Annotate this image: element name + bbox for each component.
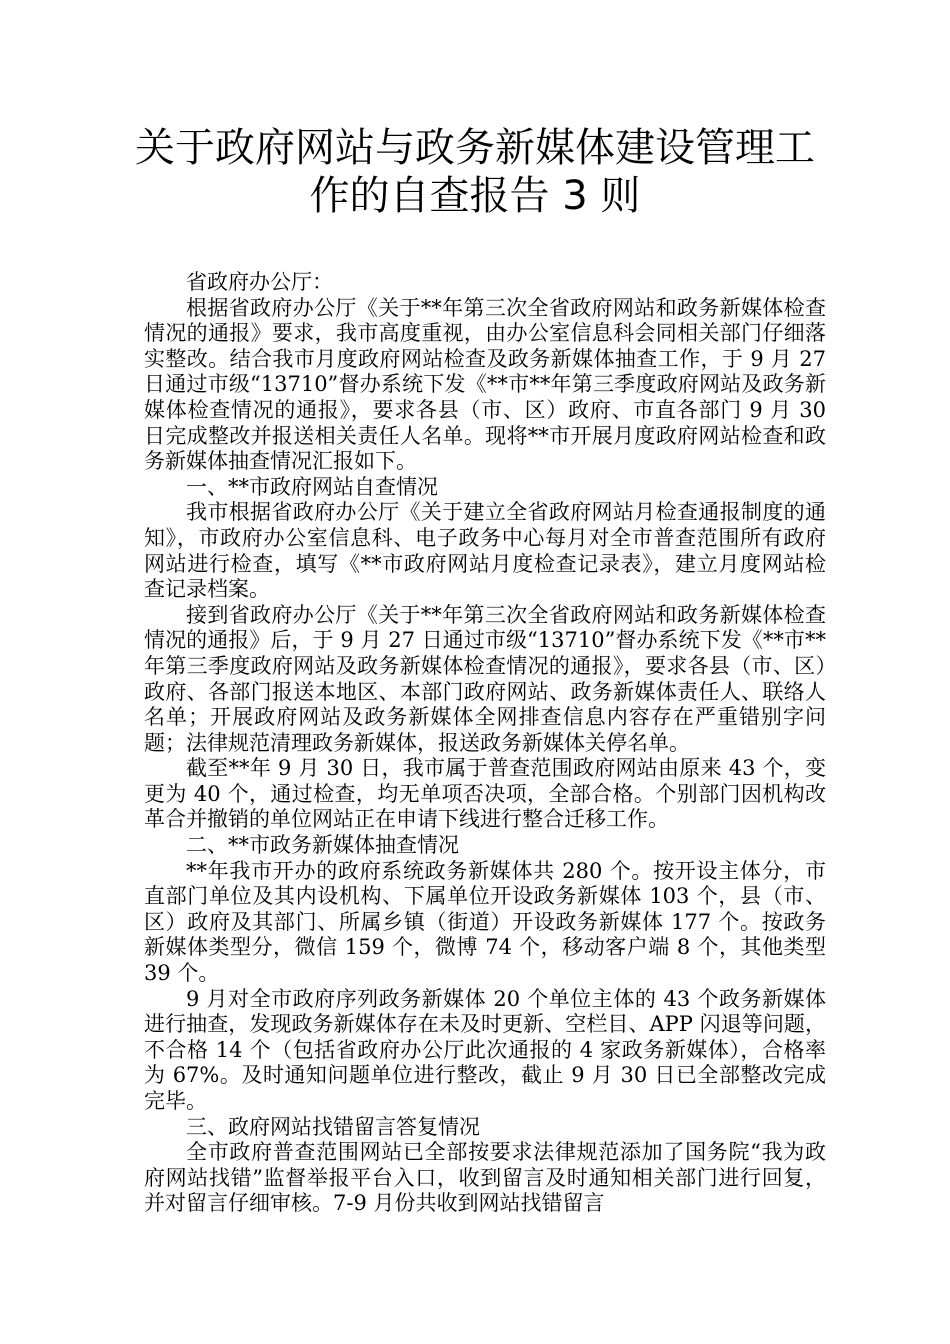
paragraph: **年我市开办的政府系统政务新媒体共 280 个。按开设主体分，市直部门单位及其内设机构、下属单位开设政务新媒体 103 个，县（市、区）政府及其部门、所属乡镇（街道）开设政务新媒体 177 个。按政务新媒体类型分，微信 159 个，微博 74 个，移动客户端 8 个，其他类型 39 个。 bbox=[144, 858, 826, 986]
document-body bbox=[144, 270, 826, 1217]
paragraph: 截至**年 9 月 30 日，我市属于普查范围政府网站由原来 43 个，变更为 40 个，通过检查，均无单项否决项，全部合格。个别部门因机构改革合并撤销的单位网站正在申请下线进行整合迁移工作。 bbox=[144, 756, 826, 832]
paragraph: 全市政府普查范围网站已全部按要求法律规范添加了国务院“我为政府网站找错”监督举报平台入口，收到留言及时通知相关部门进行回复，并对留言仔细审核。7-9 月份共收到网站找错留言 bbox=[144, 1140, 826, 1216]
section-heading-3: 三、政府网站找错留言答复情况 bbox=[186, 1114, 480, 1139]
title-line-2: 作的自查报告 3 则 bbox=[309, 173, 641, 219]
paragraph: 接到省政府办公厅《关于**年第三次全省政府网站和政务新媒体检查情况的通报》后，于 9 月 27 日通过市级“13710”督办系统下发《**市**年第三季度政府网站及政务新媒体检查情况的通报》，要求各县（市、区）政府、各部门报送本地区、本部门政府网站、政务新媒体责任人、联络人名单；开展政府网站及政务新媒体全网排查信息内容存在严重错别字问题；法律规范清理政务新媒体，报送政务新媒体关停名单。 bbox=[144, 602, 826, 755]
section-heading-2: 二、**市政务新媒体抽查情况 bbox=[186, 833, 459, 858]
section-heading-1: 一、**市政府网站自查情况 bbox=[186, 474, 438, 499]
document-title bbox=[120, 124, 830, 220]
paragraph: 我市根据省政府办公厅《关于建立全省政府网站月检查通报制度的通知》，市政府办公室信息科、电子政务中心每月对全市普查范围所有政府网站进行检查，填写《**市政府网站月度检查记录表》，建立月度网站检查记录档案。 bbox=[144, 500, 826, 602]
paragraph: 9 月对全市政府序列政务新媒体 20 个单位主体的 43 个政务新媒体进行抽查，发现政务新媒体存在未及时更新、空栏目、APP 闪退等问题，不合格 14 个（包括省政府办公厅此次通报的 4 家政务新媒体），合格率为 67%。及时通知问题单位进行整改，截止 9 月 30 日已全部整改完成完毕。 bbox=[144, 986, 826, 1113]
salutation: 省政府办公厅： bbox=[186, 270, 333, 294]
title-line-1: 关于政府网站与政务新媒体建设管理工 bbox=[135, 125, 815, 171]
paragraph-intro: 根据省政府办公厅《关于**年第三次全省政府网站和政务新媒体检查情况的通报》要求，我市高度重视，由办公室信息科会同相关部门仔细落实整改。结合我市月度政府网站检查及政务新媒体抽查工作，于 9 月 27 日通过市级“13710”督办系统下发《**市**年第三季度政府网站及政务新媒体检查情况的通报》，要求各县（市、区）政府、市直各部门 9 月 30 日完成整改并报送相关责任人名单。现将**市开展月度政府网站检查和政务新媒体抽查情况汇报如下。 bbox=[144, 295, 826, 474]
